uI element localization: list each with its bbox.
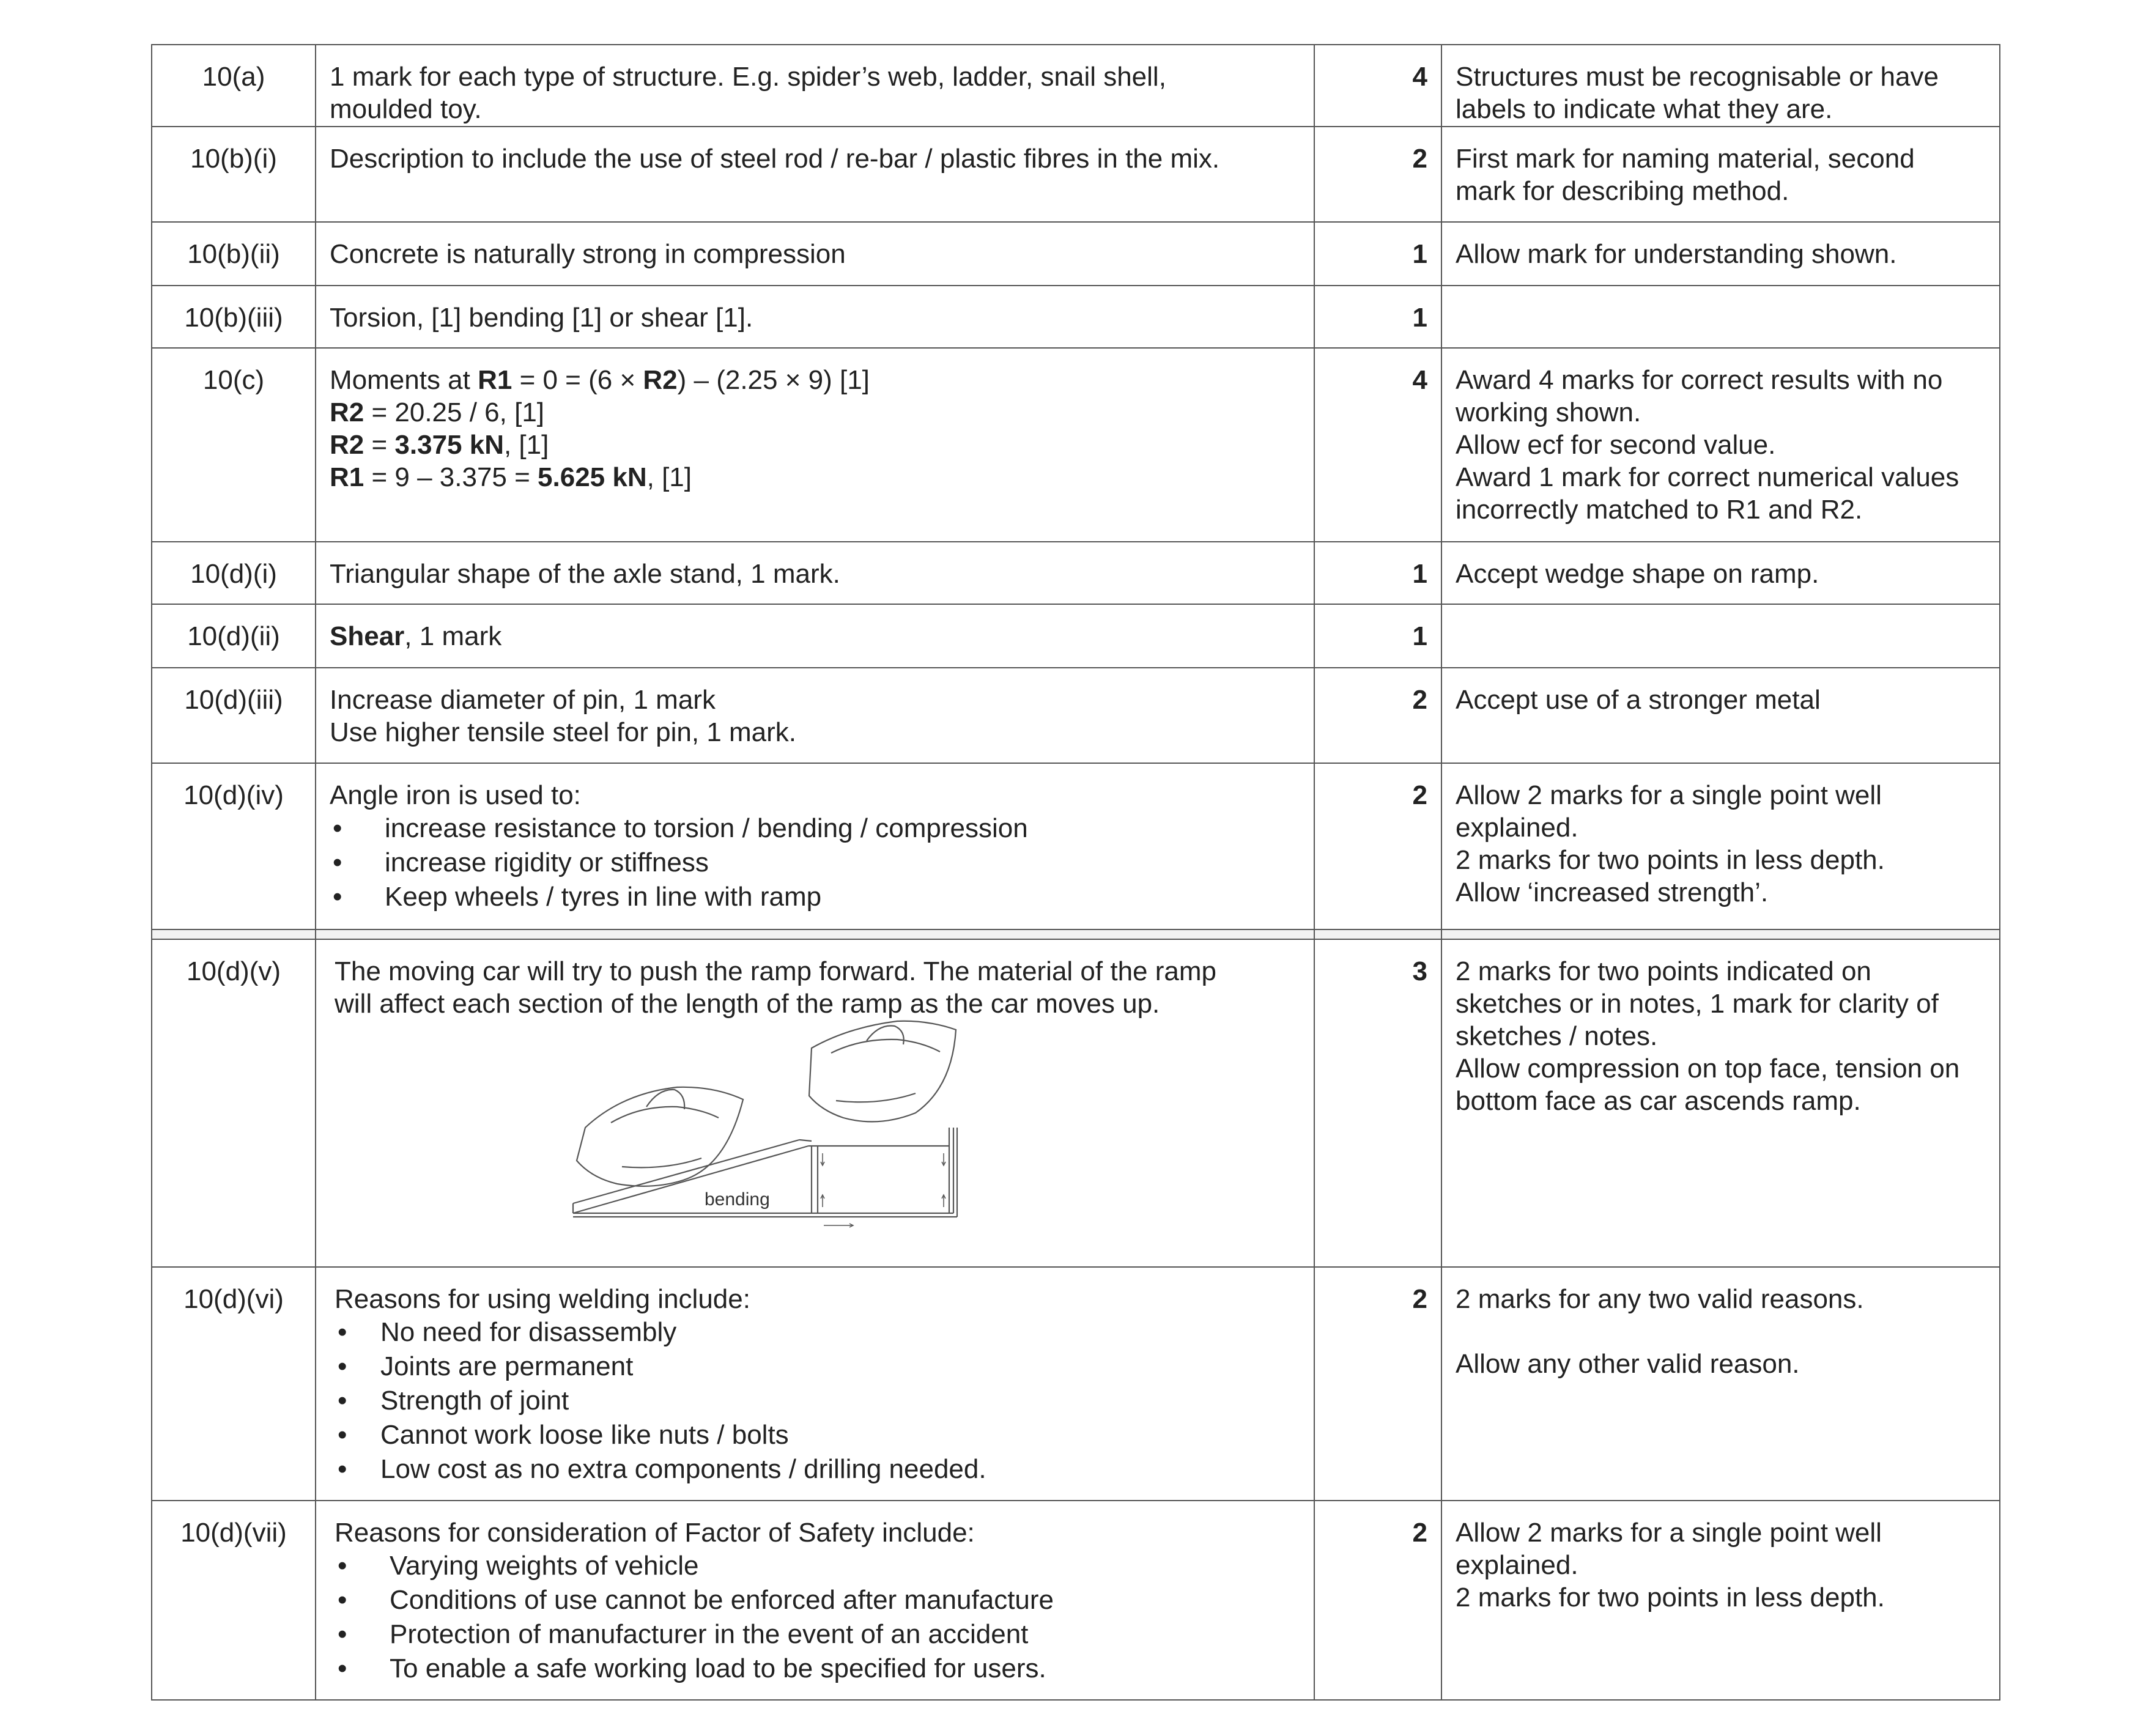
table-row bbox=[152, 348, 2000, 542]
list-item: • Cannot work loose like nuts / bolts bbox=[335, 1418, 1301, 1452]
text-run-bold: 5.625 kN bbox=[538, 462, 647, 492]
answer-line bbox=[330, 620, 1301, 652]
text-run-bold: R2 bbox=[330, 430, 364, 460]
bullet-list bbox=[335, 1315, 1301, 1487]
guidance-line: Allow compression on top face, tension on bbox=[1456, 1054, 1960, 1084]
answer-line: Increase diameter of pin, 1 mark bbox=[330, 685, 716, 715]
answer-line bbox=[330, 396, 1301, 429]
answer-line: moulded toy. bbox=[330, 94, 482, 124]
question-number: 10(d)(iii) bbox=[152, 668, 316, 763]
marks-cell: 2 bbox=[1314, 668, 1441, 763]
separator-cell bbox=[1441, 929, 2000, 939]
guidance-cell bbox=[1441, 939, 2000, 1267]
list-item: • To enable a safe working load to be specified for users. bbox=[335, 1652, 1301, 1686]
guidance-line: Allow mark for understanding shown. bbox=[1456, 239, 1897, 269]
guidance-line: Accept use of a stronger metal bbox=[1456, 685, 1821, 715]
guidance-line: sketches / notes. bbox=[1456, 1021, 1658, 1051]
list-item: • Keep wheels / tyres in line with ramp bbox=[330, 880, 1301, 914]
text-run-bold: R1 bbox=[330, 462, 364, 492]
list-item: • Conditions of use cannot be enforced after manufacture bbox=[335, 1583, 1301, 1617]
text-run-bold: 3.375 kN bbox=[394, 430, 504, 460]
mark-scheme-table bbox=[151, 44, 2000, 1701]
guidance-line: Allow ‘increased strength’. bbox=[1456, 877, 1769, 907]
guidance-line: Allow ecf for second value. bbox=[1456, 430, 1776, 460]
answer-cell bbox=[316, 668, 1314, 763]
table-row bbox=[152, 668, 2000, 763]
table-row bbox=[152, 1501, 2000, 1700]
guidance-cell bbox=[1441, 604, 2000, 668]
answer-cell bbox=[316, 1267, 1314, 1501]
answer-line: 1 mark for each type of structure. E.g. spider’s web, ladder, snail shell, bbox=[330, 62, 1166, 92]
answer-intro: Reasons for using welding include: bbox=[335, 1284, 750, 1314]
guidance-line: Structures must be recognisable or have bbox=[1456, 62, 1939, 92]
text-run-bold: R2 bbox=[330, 397, 364, 427]
marks-cell: 1 bbox=[1314, 604, 1441, 668]
marks-cell: 1 bbox=[1314, 286, 1441, 348]
guidance-line: sketches or in notes, 1 mark for clarity of bbox=[1456, 989, 1939, 1019]
list-item: • Protection of manufacturer in the event of an accident bbox=[335, 1617, 1301, 1652]
table-row bbox=[152, 542, 2000, 604]
answer-line: Torsion, [1] bending [1] or shear [1]. bbox=[330, 303, 753, 333]
text-run-bold: R1 bbox=[478, 365, 512, 395]
answer-line: The moving car will try to push the ramp forward. The material of the ramp bbox=[335, 956, 1216, 986]
guidance-cell bbox=[1441, 763, 2000, 929]
guidance-line: explained. bbox=[1456, 813, 1578, 843]
wheel-sketch-right bbox=[809, 1021, 956, 1122]
marks-cell: 2 bbox=[1314, 763, 1441, 929]
table-row bbox=[152, 222, 2000, 286]
table-row bbox=[152, 127, 2000, 222]
marks-cell: 1 bbox=[1314, 542, 1441, 604]
question-number: 10(d)(iv) bbox=[152, 763, 316, 929]
marks-cell: 4 bbox=[1314, 45, 1441, 127]
ramp-bending-diagram bbox=[335, 1020, 1289, 1240]
guidance-line: First mark for naming material, second bbox=[1456, 144, 1915, 174]
text-run: , [1] bbox=[646, 462, 692, 492]
guidance-cell bbox=[1441, 668, 2000, 763]
guidance-line: incorrectly matched to R1 and R2. bbox=[1456, 495, 1863, 525]
question-number: 10(b)(ii) bbox=[152, 222, 316, 286]
guidance-line: 2 marks for any two valid reasons. bbox=[1456, 1284, 1864, 1314]
separator-cell bbox=[152, 929, 316, 939]
guidance-line: 2 marks for two points in less depth. bbox=[1456, 1583, 1885, 1612]
text-run-bold: Shear bbox=[330, 621, 405, 651]
guidance-line: bottom face as car ascends ramp. bbox=[1456, 1086, 1861, 1116]
question-number: 10(d)(vi) bbox=[152, 1267, 316, 1501]
guidance-line: Allow 2 marks for a single point well bbox=[1456, 1518, 1882, 1548]
answer-cell bbox=[316, 348, 1314, 542]
answer-intro: Reasons for consideration of Factor of Safety include: bbox=[335, 1518, 975, 1548]
guidance-line: 2 marks for two points in less depth. bbox=[1456, 845, 1885, 875]
answer-line: will affect each section of the length of the ramp as the car moves up. bbox=[335, 989, 1160, 1019]
list-item: • increase resistance to torsion / bending / compression bbox=[330, 811, 1301, 846]
marks-cell: 4 bbox=[1314, 348, 1441, 542]
text-run: , [1] bbox=[503, 430, 549, 460]
text-run-bold: R2 bbox=[643, 365, 678, 395]
marks-cell: 2 bbox=[1314, 1267, 1441, 1501]
bullet-list bbox=[330, 811, 1301, 914]
guidance-line: Award 4 marks for correct results with no bbox=[1456, 365, 1943, 395]
question-number: 10(d)(i) bbox=[152, 542, 316, 604]
guidance-line: Allow any other valid reason. bbox=[1456, 1349, 1800, 1379]
guidance-cell bbox=[1441, 127, 2000, 222]
separator-cell bbox=[1314, 929, 1441, 939]
guidance-line: working shown. bbox=[1456, 397, 1641, 427]
marks-cell: 3 bbox=[1314, 939, 1441, 1267]
text-run: = 0 = (6 × bbox=[512, 365, 643, 395]
answer-line: Triangular shape of the axle stand, 1 mark. bbox=[330, 559, 840, 589]
answer-line bbox=[330, 364, 1301, 396]
guidance-line bbox=[1456, 1315, 1988, 1348]
table-row bbox=[152, 45, 2000, 127]
answer-cell bbox=[316, 222, 1314, 286]
separator-cell bbox=[316, 929, 1314, 939]
list-item: • Varying weights of vehicle bbox=[335, 1549, 1301, 1583]
guidance-line: 2 marks for two points indicated on bbox=[1456, 956, 1871, 986]
answer-line: Concrete is naturally strong in compression bbox=[330, 239, 846, 269]
table-row bbox=[152, 939, 2000, 1267]
list-item: • Low cost as no extra components / drilling needed. bbox=[335, 1452, 1301, 1487]
bullet-list bbox=[335, 1549, 1301, 1686]
guidance-cell bbox=[1441, 542, 2000, 604]
guidance-line: Allow 2 marks for a single point well bbox=[1456, 780, 1882, 810]
guidance-cell bbox=[1441, 1267, 2000, 1501]
list-item: • increase rigidity or stiffness bbox=[330, 846, 1301, 880]
guidance-line: labels to indicate what they are. bbox=[1456, 94, 1833, 124]
answer-cell bbox=[316, 604, 1314, 668]
answer-cell bbox=[316, 763, 1314, 929]
guidance-line: Award 1 mark for correct numerical values bbox=[1456, 462, 1959, 492]
table-row bbox=[152, 763, 2000, 929]
marks-cell: 2 bbox=[1314, 1501, 1441, 1700]
marks-cell: 2 bbox=[1314, 127, 1441, 222]
question-number: 10(b)(i) bbox=[152, 127, 316, 222]
question-number: 10(c) bbox=[152, 348, 316, 542]
table-row bbox=[152, 1267, 2000, 1501]
text-run: , 1 mark bbox=[404, 621, 502, 651]
question-number: 10(b)(iii) bbox=[152, 286, 316, 348]
text-run: = 20.25 / 6, [1] bbox=[364, 397, 545, 427]
table-row bbox=[152, 604, 2000, 668]
guidance-line: mark for describing method. bbox=[1456, 176, 1789, 206]
answer-intro: Angle iron is used to: bbox=[330, 780, 581, 810]
list-item: • No need for disassembly bbox=[335, 1315, 1301, 1350]
list-item: • Strength of joint bbox=[335, 1384, 1301, 1418]
force-arrows bbox=[821, 1153, 945, 1227]
answer-line bbox=[330, 429, 1301, 461]
answer-cell bbox=[316, 45, 1314, 127]
answer-cell bbox=[316, 1501, 1314, 1700]
guidance-cell bbox=[1441, 286, 2000, 348]
question-number: 10(d)(ii) bbox=[152, 604, 316, 668]
marks-cell: 1 bbox=[1314, 222, 1441, 286]
answer-line: Description to include the use of steel rod / re-bar / plastic fibres in the mix. bbox=[330, 144, 1220, 174]
question-number: 10(a) bbox=[152, 45, 316, 127]
guidance-cell bbox=[1441, 1501, 2000, 1700]
answer-line bbox=[330, 461, 1301, 493]
answer-cell bbox=[316, 286, 1314, 348]
diagram-label-bending: bending bbox=[705, 1189, 770, 1210]
list-item: • Joints are permanent bbox=[335, 1350, 1301, 1384]
question-number: 10(d)(vii) bbox=[152, 1501, 316, 1700]
answer-cell bbox=[316, 542, 1314, 604]
guidance-line: explained. bbox=[1456, 1550, 1578, 1580]
answer-cell bbox=[316, 939, 1314, 1267]
guidance-cell bbox=[1441, 348, 2000, 542]
guidance-line: Accept wedge shape on ramp. bbox=[1456, 559, 1819, 589]
guidance-cell bbox=[1441, 222, 2000, 286]
question-number: 10(d)(v) bbox=[152, 939, 316, 1267]
table-row bbox=[152, 286, 2000, 348]
row-separator bbox=[152, 929, 2000, 939]
answer-line: Use higher tensile steel for pin, 1 mark. bbox=[330, 717, 797, 747]
text-run: = bbox=[364, 430, 395, 460]
guidance-cell bbox=[1441, 45, 2000, 127]
text-run: ) – (2.25 × 9) [1] bbox=[677, 365, 870, 395]
text-run: = 9 – 3.375 = bbox=[364, 462, 538, 492]
answer-cell bbox=[316, 127, 1314, 222]
text-run: Moments at bbox=[330, 365, 478, 395]
